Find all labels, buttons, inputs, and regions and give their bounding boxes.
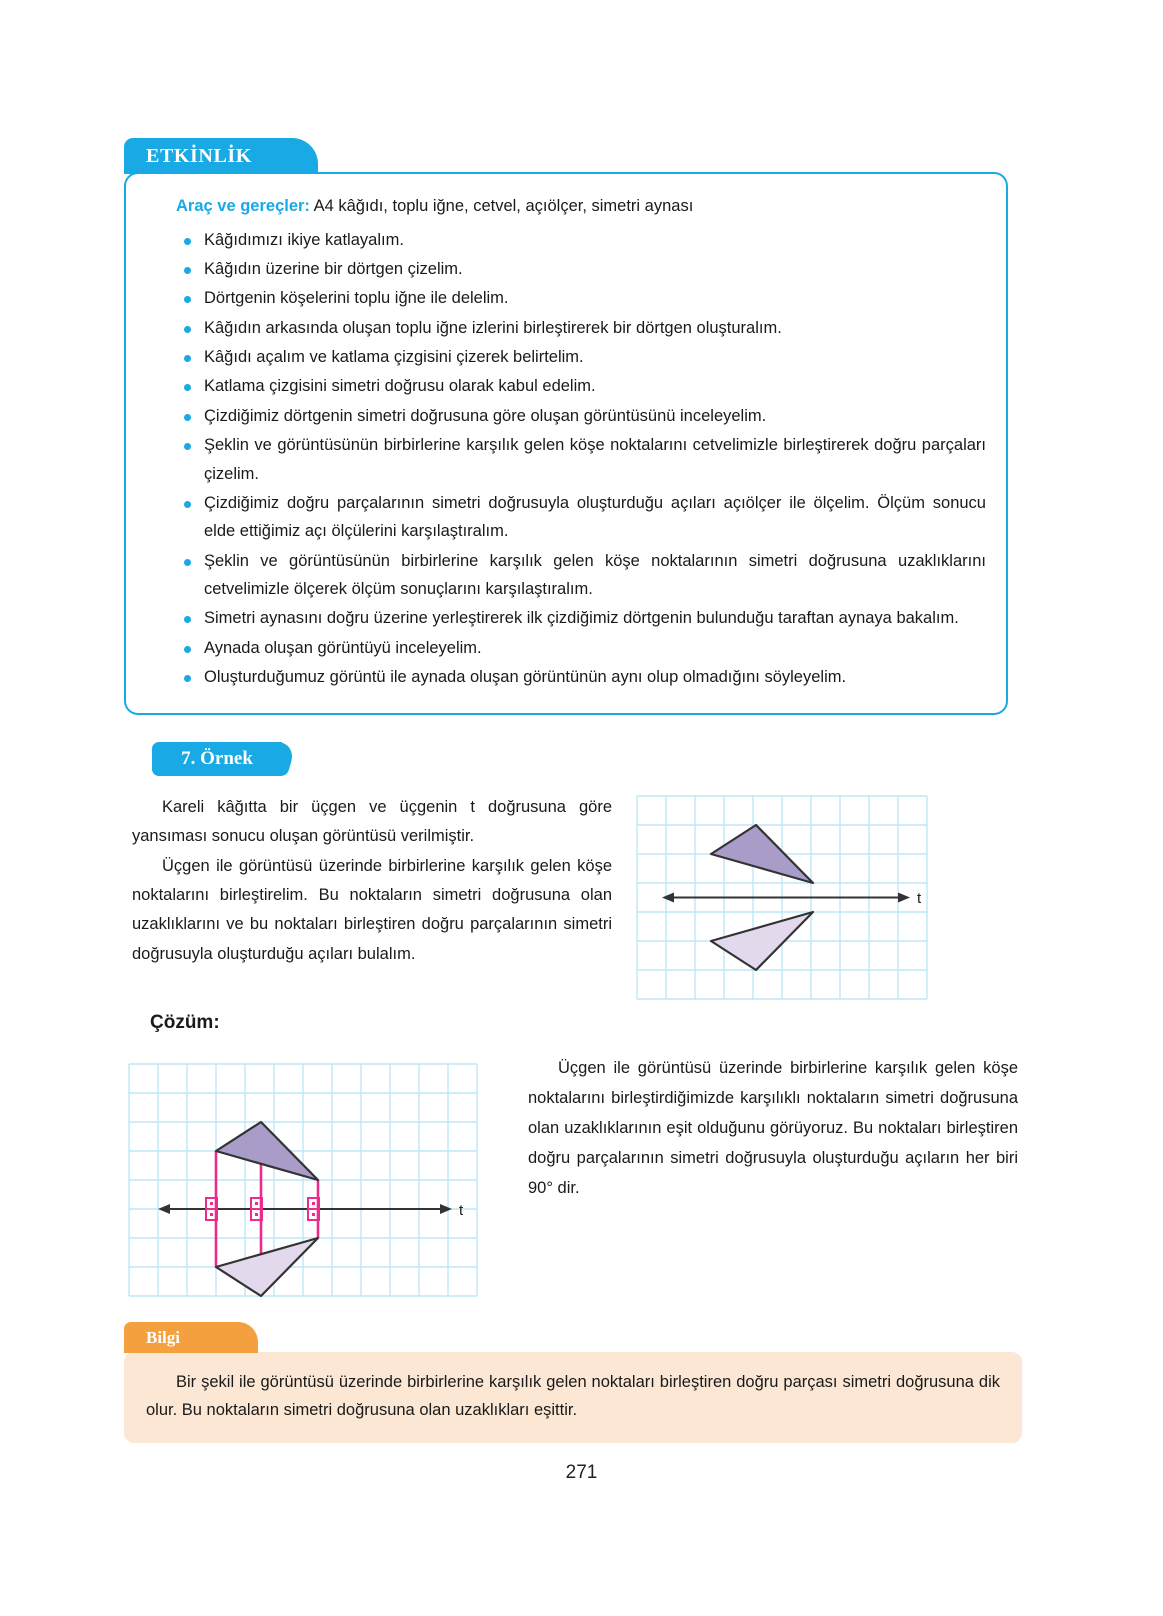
figure-reflection-given xyxy=(636,795,1036,1025)
info-box xyxy=(124,1322,1022,1443)
list-item: Şeklin ve görüntüsünün birbirlerine karşılık gelen köşe noktalarını cetvelimizle birleştirerek doğru parçaları çizelim. xyxy=(146,431,986,488)
activity-tab-label: ETKİNLİK xyxy=(146,144,252,167)
figure-reflection-solution xyxy=(128,1063,518,1303)
solution-text xyxy=(528,1053,1018,1203)
list-item: Kâğıdı açalım ve katlama çizgisini çizerek belirtelim. xyxy=(146,343,986,371)
activity-steps-list xyxy=(146,226,986,692)
activity-body xyxy=(124,172,1008,715)
page-number: 271 xyxy=(565,1462,598,1483)
info-tab-label: Bilgi xyxy=(146,1327,181,1347)
tools-label: Araç ve gereçler: xyxy=(176,197,310,215)
axis-label-t: t xyxy=(459,1202,464,1219)
list-item: Kâğıdımızı ikiye katlayalım. xyxy=(146,226,986,254)
list-item: Katlama çizgisini simetri doğrusu olarak kabul edelim. xyxy=(146,372,986,400)
axis-label-t: t xyxy=(917,890,922,907)
tools-value: A4 kâğıdı, toplu iğne, cetvel, açıölçer, simetri aynası xyxy=(309,197,694,215)
example-tab-label: 7. Örnek xyxy=(181,748,253,769)
tools-line xyxy=(176,194,986,220)
example-tab xyxy=(152,742,282,776)
example-paragraph-1: Kareli kâğıtta bir üçgen ve üçgenin t doğrusuna göre yansıması sonucu oluşan görüntüsü verilmiştir. xyxy=(132,798,612,846)
list-item: Dörtgenin köşelerini toplu iğne ile delelim. xyxy=(146,284,986,312)
list-item: Çizdiğimiz dörtgenin simetri doğrusuna göre oluşan görüntüsünü inceleyelim. xyxy=(146,402,986,430)
list-item: Oluşturduğumuz görüntü ile aynada oluşan görüntünün aynı olup olmadığını söyleyelim. xyxy=(146,663,986,691)
grid-lines xyxy=(129,1064,477,1296)
solution-label: Çözüm: xyxy=(150,1012,220,1033)
list-item: Çizdiğimiz doğru parçalarının simetri doğrusuyla oluşturduğu açıları açıölçer ile ölçelim. Ölçüm sonucu elde ettiğimiz açı ölçülerini karşılaştıralım. xyxy=(146,489,986,546)
list-item: Şeklin ve görüntüsünün birbirlerine karşılık gelen köşe noktalarının simetri doğrusuna uzaklıklarını cetvelimizle ölçerek ölçüm sonuçlarını karşılaştıralım. xyxy=(146,547,986,604)
info-body xyxy=(124,1352,1022,1443)
list-item: Kâğıdın arkasında oluşan toplu iğne izlerini birleştirerek bir dörtgen oluşturalım. xyxy=(146,314,986,342)
list-item: Simetri aynasını doğru üzerine yerleştirerek ilk çizdiğimiz dörtgenin bulunduğu taraftan aynaya bakalım. xyxy=(146,604,986,632)
list-item: Aynada oluşan görüntüyü inceleyelim. xyxy=(146,634,986,662)
solution-paragraph: Üçgen ile görüntüsü üzerinde birbirlerine karşılık gelen köşe noktalarını birleştirdiğimizde karşılıklı noktaların simetri doğrusuna olan uzaklıklarının eşit olduğunu görüyoruz. Bu noktaları birleştiren doğru parçalarının simetri doğrusuyla oluşturduğu açıların her biri 90° dir. xyxy=(528,1059,1018,1198)
info-tab xyxy=(124,1322,240,1353)
activity-tab xyxy=(124,138,292,174)
example-text xyxy=(132,793,612,969)
list-item: Kâğıdın üzerine bir dörtgen çizelim. xyxy=(146,255,986,283)
activity-box xyxy=(124,138,1008,715)
example-paragraph-2: Üçgen ile görüntüsü üzerinde birbirlerine karşılık gelen köşe noktalarını birleştirelim. Bu noktaların simetri doğrusuna olan uzaklıklarını ve bu noktaları birleştiren doğru parçalarının simetri doğrusuyla oluşturduğu açıları bulalım. xyxy=(132,856,612,963)
info-text: Bir şekil ile görüntüsü üzerinde birbirlerine karşılık gelen noktaları birleştiren doğru parçası simetri doğrusuna dik olur. Bu noktaların simetri doğrusuna olan uzaklıkları eşittir. xyxy=(146,1373,1000,1420)
